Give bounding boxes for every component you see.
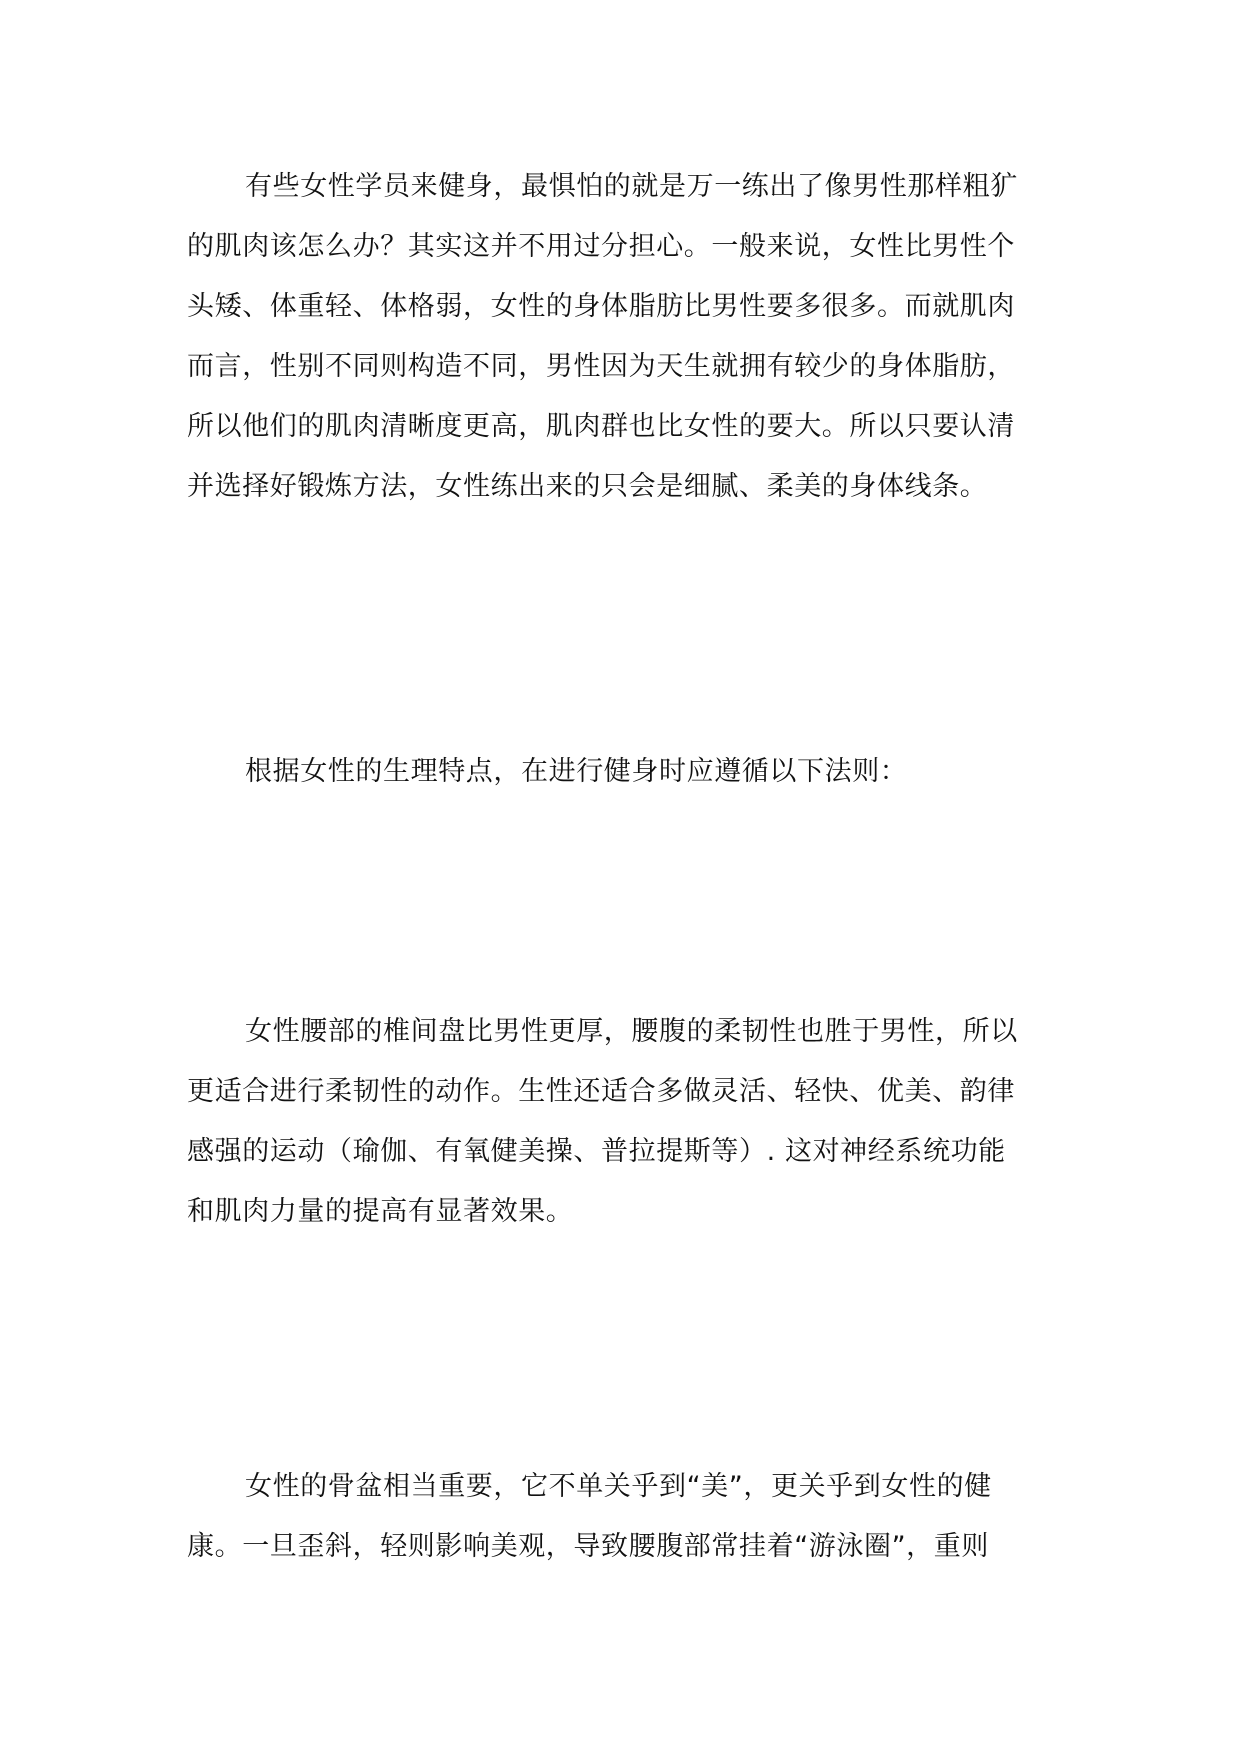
text-line: 头矮、体重轻、体格弱，女性的身体脂肪比男性要多很多。而就肌肉	[187, 291, 1015, 322]
text-line: 并选择好锻炼方法，女性练出来的只会是细腻、柔美的身体线条。	[187, 471, 988, 502]
paragraph-principles-intro	[187, 742, 1067, 802]
text-line: 女性的骨盆相当重要，它不单关乎到“美”，更关乎到女性的健	[245, 1471, 992, 1502]
text-line: 感强的运动（瑜伽、有氧健美操、普拉提斯等）. 这对神经系统功能	[187, 1136, 1006, 1167]
text-line: 更适合进行柔韧性的动作。生性还适合多做灵活、轻快、优美、韵律	[187, 1076, 1015, 1107]
text-line: 根据女性的生理特点，在进行健身时应遵循以下法则：	[245, 756, 908, 787]
text-line: 的肌肉该怎么办？其实这并不用过分担心。一般来说，女性比男性个	[187, 231, 1015, 262]
paragraph-women-muscle-concern	[187, 157, 1067, 517]
text-line: 女性腰部的椎间盘比男性更厚，腰腹的柔韧性也胜于男性，所以	[245, 1016, 1018, 1047]
text-line: 有些女性学员来健身，最惧怕的就是万一练出了像男性那样粗犷	[245, 171, 1018, 202]
paragraph-pelvis	[187, 1457, 1067, 1577]
text-line: 和肌肉力量的提高有显著效果。	[187, 1196, 574, 1227]
text-line: 所以他们的肌肉清晰度更高，肌肉群也比女性的要大。所以只要认清	[187, 411, 1015, 442]
text-line: 而言，性别不同则构造不同，男性因为天生就拥有较少的身体脂肪，	[187, 351, 1015, 382]
paragraph-flexibility	[187, 1002, 1067, 1242]
text-line: 康。一旦歪斜，轻则影响美观，导致腰腹部常挂着“游泳圈”，重则	[187, 1531, 989, 1562]
